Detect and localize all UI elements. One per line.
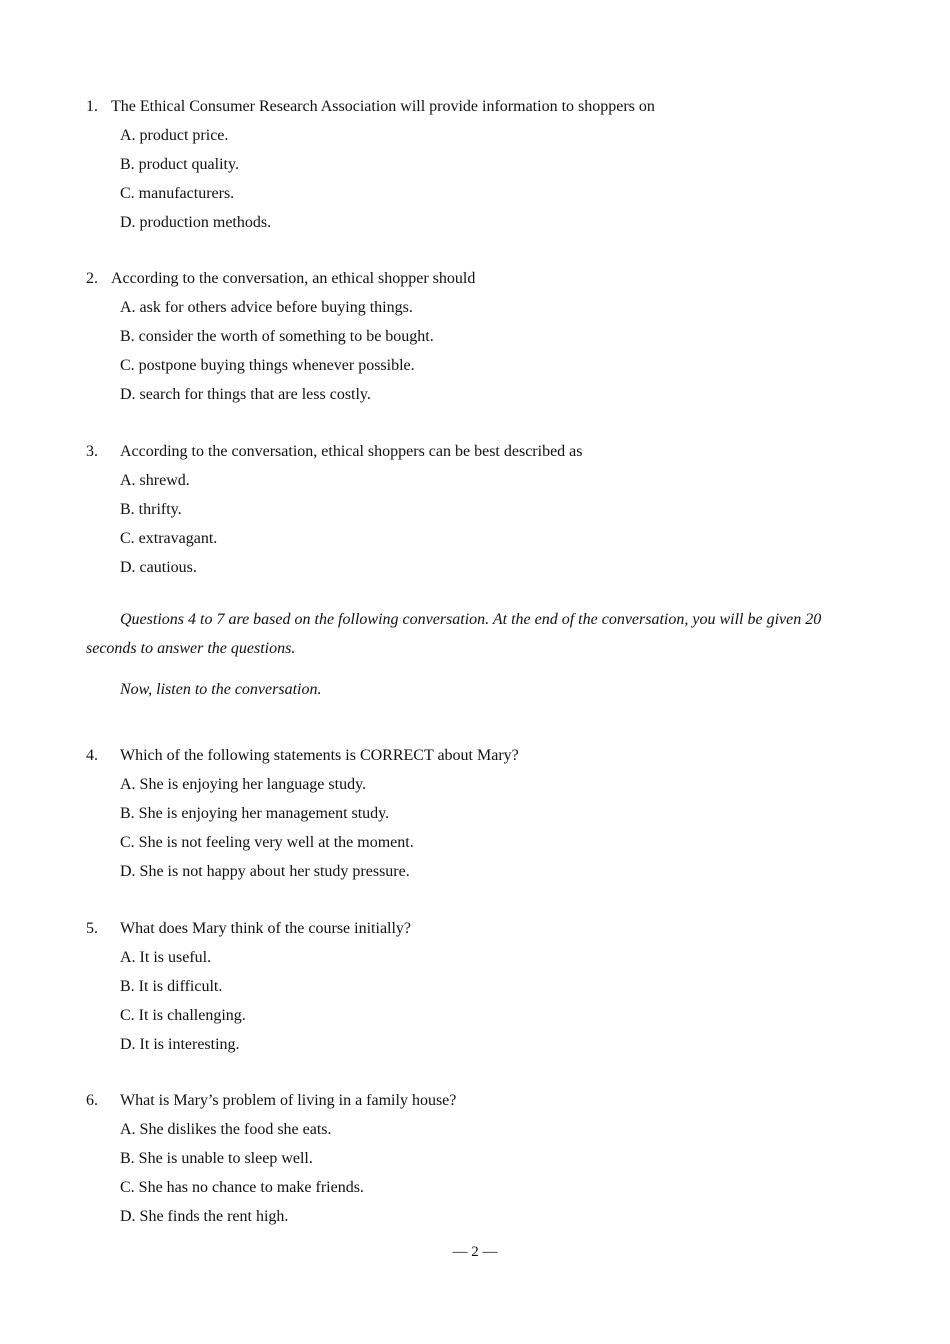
question-stem: What is Mary’s problem of living in a family house?: [120, 1092, 457, 1109]
question-3: [86, 437, 886, 582]
option-d: D. It is interesting.: [120, 1036, 240, 1053]
option-a: A. shrewd.: [120, 472, 190, 489]
instructions-text: Questions 4 to 7 are based on the following conversation. At the end of the conversation, you will be given 20 seconds to answer the questions.: [86, 611, 822, 657]
question-6: [86, 1086, 886, 1231]
option-d: D. She finds the rent high.: [120, 1208, 289, 1225]
option-c: C. She has no chance to make friends.: [120, 1179, 364, 1196]
option-a: A. She is enjoying her language study.: [120, 776, 367, 793]
option-b: B. thrifty.: [120, 501, 182, 518]
option-c: C. extravagant.: [120, 530, 218, 547]
question-stem: According to the conversation, an ethical shopper should: [111, 270, 476, 287]
question-number: 6.: [86, 1092, 98, 1109]
option-d: D. She is not happy about her study pressure.: [120, 863, 410, 880]
option-c: C. postpone buying things whenever possible.: [120, 357, 415, 374]
question-stem-row: [86, 741, 886, 770]
option-c: C. manufacturers.: [120, 185, 235, 202]
question-number: 2.: [86, 270, 98, 287]
option-b: B. product quality.: [120, 156, 239, 173]
option-c: C. She is not feeling very well at the moment.: [120, 834, 414, 851]
option-b: B. It is difficult.: [120, 978, 223, 995]
option-a: A. ask for others advice before buying things.: [120, 299, 413, 316]
question-stem-row: [86, 264, 886, 293]
option-d: D. search for things that are less costly.: [120, 386, 371, 403]
question-stem-row: [86, 92, 886, 121]
question-number: 3.: [86, 443, 98, 460]
instructions-listen: Now, listen to the conversation.: [120, 681, 322, 698]
question-1: [86, 92, 886, 237]
question-number: 1.: [86, 98, 98, 115]
question-stem-row: [86, 1086, 886, 1115]
question-number: 5.: [86, 920, 98, 937]
question-stem: What does Mary think of the course initially?: [120, 920, 412, 937]
section-instructions: [86, 605, 866, 704]
option-b: B. consider the worth of something to be bought.: [120, 328, 434, 345]
option-a: A. product price.: [120, 127, 229, 144]
question-stem-row: [86, 437, 886, 466]
option-d: D. production methods.: [120, 214, 272, 231]
question-5: [86, 914, 886, 1059]
option-b: B. She is unable to sleep well.: [120, 1150, 313, 1167]
question-stem: The Ethical Consumer Research Association will provide information to shoppers on: [111, 98, 655, 115]
option-a: A. She dislikes the food she eats.: [120, 1121, 332, 1138]
question-4: [86, 741, 886, 886]
page-number: — 2 —: [452, 1244, 498, 1260]
question-stem: Which of the following statements is CORRECT about Mary?: [120, 747, 519, 764]
option-b: B. She is enjoying her management study.: [120, 805, 390, 822]
option-d: D. cautious.: [120, 559, 197, 576]
question-stem-row: [86, 914, 886, 943]
question-number: 4.: [86, 747, 98, 764]
option-a: A. It is useful.: [120, 949, 212, 966]
question-2: [86, 264, 886, 409]
option-c: C. It is challenging.: [120, 1007, 246, 1024]
question-stem: According to the conversation, ethical shoppers can be best described as: [120, 443, 583, 460]
